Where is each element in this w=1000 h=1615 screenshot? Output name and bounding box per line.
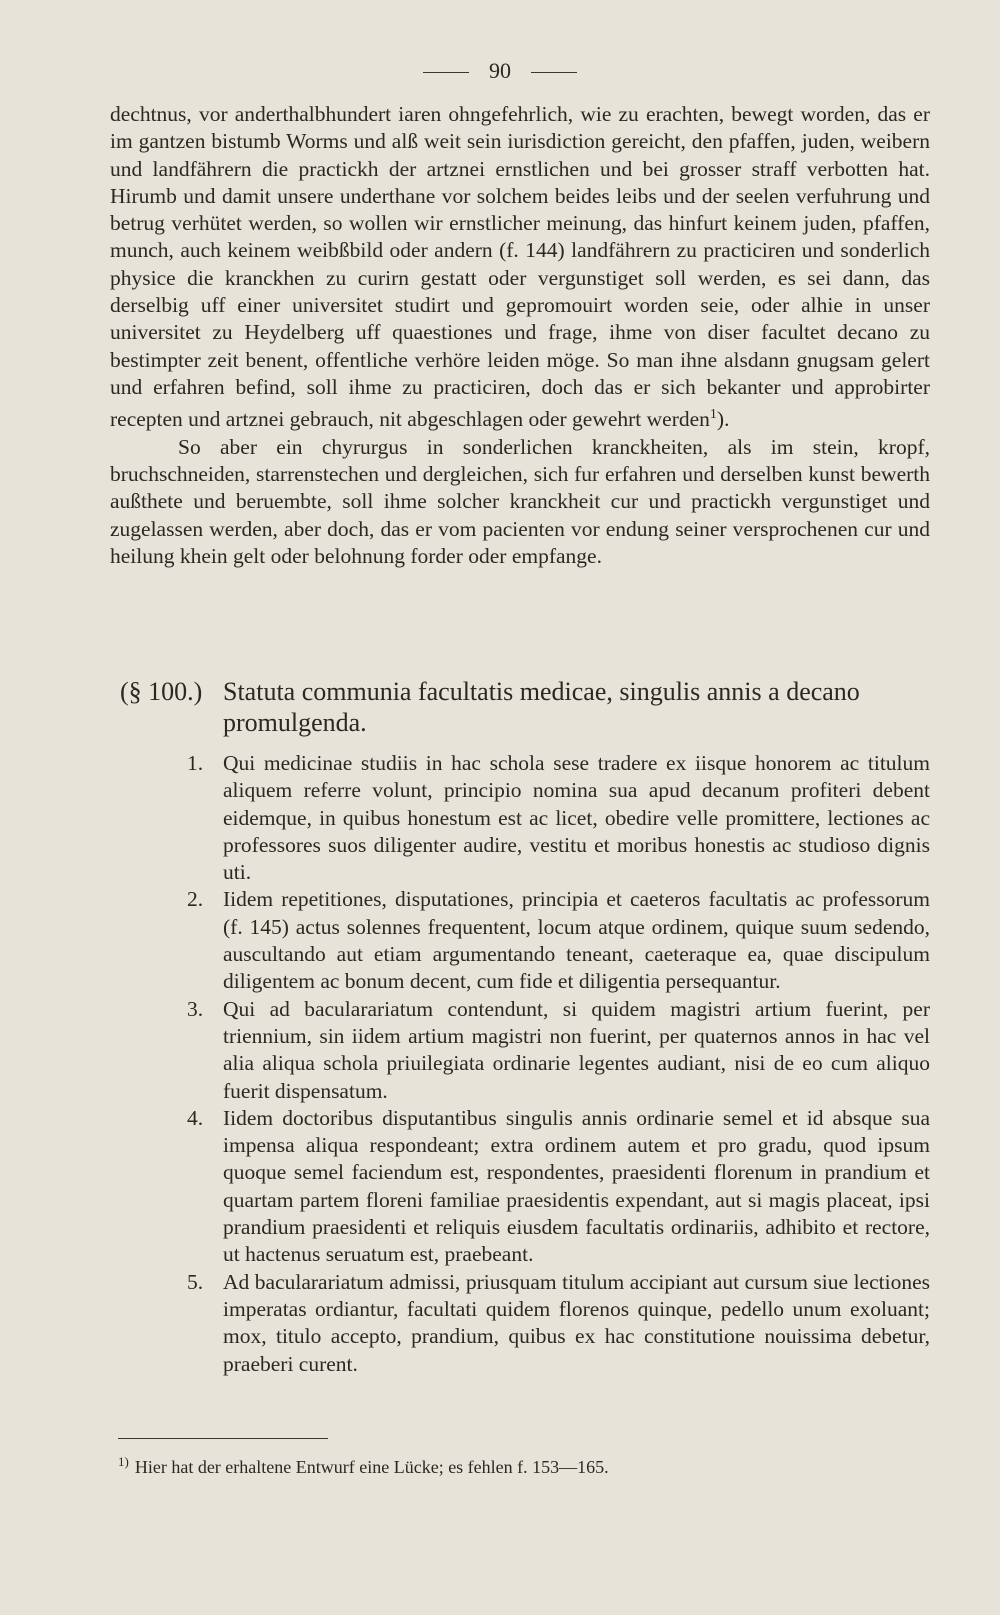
footnote	[118, 1450, 930, 1479]
statute-text: Qui medicinae studiis in hac schola sese tradere ex iisque honorem ac titulum aliquem referre volunt, principio nomina sua apud decanum profiteri debent eidemque, in quibus honestum est ac licet, obedire velle promittere, lectiones ac professores suos diligenter audire, vestitu et moribus honestis ac studioso dignis uti.	[223, 751, 930, 885]
footnote-divider	[118, 1438, 328, 1439]
statute-item-5	[110, 1269, 930, 1378]
paragraph-1-tail: ).	[716, 407, 730, 432]
header-rule-left	[423, 72, 469, 73]
statute-number: 4.	[187, 1105, 204, 1130]
page-header	[0, 58, 1000, 84]
statute-number: 1.	[187, 751, 204, 775]
page-number: 90	[489, 58, 511, 83]
section-number: (§ 100.)	[120, 677, 203, 706]
statute-number: 3.	[187, 996, 204, 1021]
section-title: Statuta communia facultatis medicae, singulis annis a decano promulgenda.	[223, 677, 860, 737]
statute-text: Iidem repetitiones, disputationes, principia et caeteros facultatis ac professorum (f. 145) actus solennes frequentent, locum atque ordinem, quique suum sedendo, auscultando aut etiam argumentando teneant, caeteraque ea, quae discipulum diligentem ac bonum decent, cum fide et diligentia persequantur.	[223, 887, 930, 994]
statute-text: Iidem doctoribus disputantibus singulis annis ordinarie semel et id absque sua impensa aliqua respondeant; extra ordinem autem et pro gradu, quod ipsum quoque semel faciendum est, respondentes, praesidenti florenum in prandium et quartam partem floreni familiae praesidentis expendant, aut si magis placeat, ipsi prandium praesidenti et reliquis eiusdem facultatis ordinariis, adhibito et rectore, ut hactenus seruatum est, praebeant.	[223, 1105, 930, 1267]
section-heading	[120, 676, 930, 738]
statute-number: 2.	[187, 887, 204, 912]
statute-item-1	[110, 750, 930, 886]
statute-number: 5.	[187, 1269, 204, 1294]
body-text	[110, 101, 930, 570]
paragraph-2: So aber ein chyrurgus in sonderlichen kranckheiten, als im stein, kropf, bruchschneiden, starrenstechen und dergleichen, sich fur erfahren und derselben kunst bewerth außthete und beruembte, soll ihme solcher kranckheit cur und practickh vergunstiget und zugelassen werden, aber doch, das er vom pacienten vor endung seiner versprochenen cur und heilung khein gelt oder belohnung forder oder empfange.	[110, 434, 930, 568]
statute-list	[110, 750, 930, 1378]
statute-text: Ad bacularariatum admissi, priusquam titulum accipiant aut cursum siue lectiones imperatas ordiantur, facultati quidem florenos quinque, pedello unum exoluant; mox, titulo accepto, prandium, quibus ex hac constitutione nouissima debetur, praeberi curent.	[223, 1269, 930, 1376]
statute-item-3	[110, 996, 930, 1105]
statute-text: Qui ad bacularariatum contendunt, si quidem magistri artium fuerint, per triennium, sin iidem artium magistri non fuerint, per quaternos annos in hac vel alia aliqua schola priuilegiata ordinarie legentes audiant, nisi de eo cum aliquo fuerit dispensatum.	[223, 996, 930, 1103]
footnote-marker: 1)	[118, 1454, 129, 1469]
paragraph-1	[110, 101, 930, 434]
statute-item-4	[110, 1105, 930, 1269]
footnote-text: Hier hat der erhaltene Entwurf eine Lücke; es fehlen f. 153—165.	[134, 1457, 609, 1477]
footnote-reference: 1	[709, 407, 717, 423]
paragraph-1-text: dechtnus, vor anderthalbhundert iaren ohngefehrlich, wie zu erachten, bewegt worden, das er im gantzen bistumb Worms und alß weit sein iurisdiction gereicht, den pfaffen, juden, weibern und landfährern die practickh der artznei ernstlichen und bei grosser straff verbotten hat. Hirumb und damit unsere underthane vor solchem beides leibs und der seelen verfuhrung und betrug verhütet werden, so wollen wir ernstlicher meinung, das hinfurt keinem juden, pfaffen, munch, auch keinem weibßbild oder andern (f. 144) landfährern zu practiciren und sonderlich physice die kranckhen zu curirn gestatt oder vergunstiget soll werden, es sei dann, das derselbig uff einer universitet studirt und gepromouirt worden seie, oder alhie in unser universitet zu Heydelberg uff quaestiones und frage, ihme von diser facultet decano zu bestimpter zeit benent, offentliche verhöre leiden möge. So man ihne alsdann gnugsam gelert und erfahren befind, soll ihme zu practiciren, doch das er sich bekanter und approbirter recepten und artznei gebrauch, nit abgeschlagen oder gewehrt werden	[110, 102, 930, 432]
statute-item-2	[110, 886, 930, 995]
header-rule-right	[531, 72, 577, 73]
